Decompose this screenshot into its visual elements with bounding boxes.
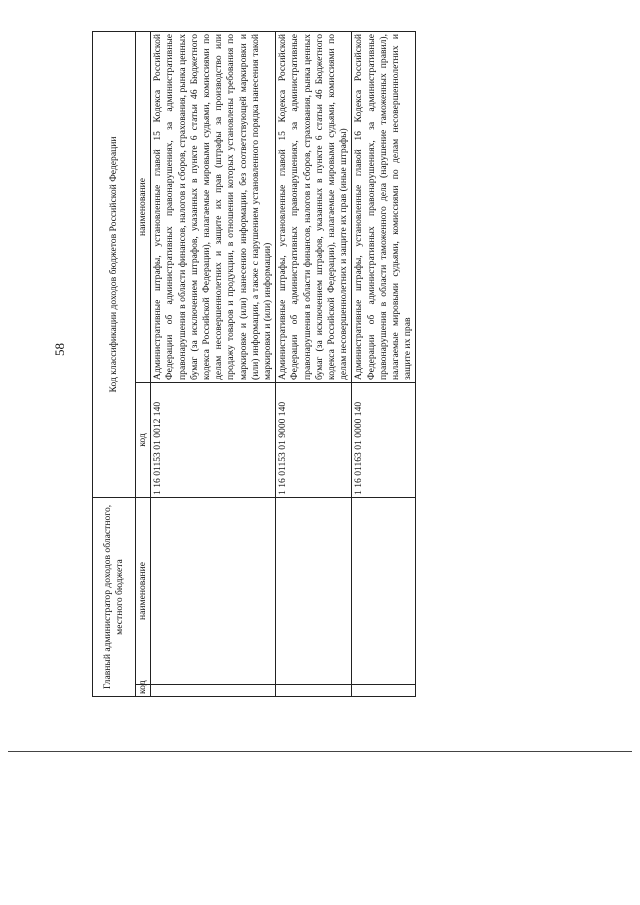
table-row: [352, 31, 416, 696]
page-divider: [8, 751, 632, 752]
name-cell: Административные штрафы, установленные главой 15 Кодекса Российской Федерации об административных правонарушениях, за административные правонарушения в области финансов, налогов и сборов, страхования, рынка ценных бумаг (за исключением штрафов, указанных в пункте 6 статьи 46 Бюджетного кодекса Российской Федерации), налагаемые мировыми судьями, комиссиями по делам несовершеннолетних и защите их прав (штрафы за производство или продажу товаров и продукции, в отношении которых установлены требования по маркировке и (или) нанесению информации, без соответствующей маркировки и (или) информации, а также с нарушением установленного порядка нанесения такой маркировки и (или) информации): [151, 31, 276, 382]
admin-code-header: код: [136, 685, 151, 697]
admin-name-cell: [151, 497, 276, 684]
admin-name-header: наименование: [136, 497, 151, 684]
admin-code-cell: [151, 685, 276, 697]
rotated-table-container: [92, 32, 458, 697]
admin-code-cell: [276, 685, 352, 697]
code-cell: 1 16 01153 01 0012 140: [151, 382, 276, 497]
code-cell: 1 16 01153 01 9000 140: [276, 382, 352, 497]
admin-code-cell: [352, 685, 416, 697]
page-number: 58: [52, 343, 67, 356]
admin-header: Главный администратор доходов областного, местного бюджета: [93, 497, 136, 696]
admin-name-cell: [352, 497, 416, 684]
table-row: [151, 31, 276, 696]
budget-name-header: наименование: [136, 31, 151, 382]
header-row-sub: [136, 31, 151, 696]
header-row-top: [93, 31, 136, 696]
admin-name-cell: [276, 497, 352, 684]
budget-code-header: код: [136, 382, 151, 497]
name-cell: Административные штрафы, установленные главой 15 Кодекса Российской Федерации об административных правонарушениях, за административные правонарушения в области финансов, налогов и сборов, страхования, рынка ценных бумаг (за исключением штрафов, указанных в пункте 6 статьи 46 Бюджетного кодекса Российской Федерации), налагаемые мировыми судьями, комиссиями по делам несовершеннолетних и защите их прав (иные штрафы): [276, 31, 352, 382]
table-row: [276, 31, 352, 696]
code-cell: 1 16 01163 01 0000 140: [352, 382, 416, 497]
budget-header: Код классификации доходов бюджетов Российской Федерации: [93, 31, 136, 497]
budget-classification-table: [92, 31, 416, 697]
name-cell: Административные штрафы, установленные главой 16 Кодекса Российской Федерации об административных правонарушениях, за административные правонарушения в области таможенного дела (нарушение таможенных правил), налагаемые мировыми судьями, комиссиями по делам несовершеннолетних и защите их прав: [352, 31, 416, 382]
